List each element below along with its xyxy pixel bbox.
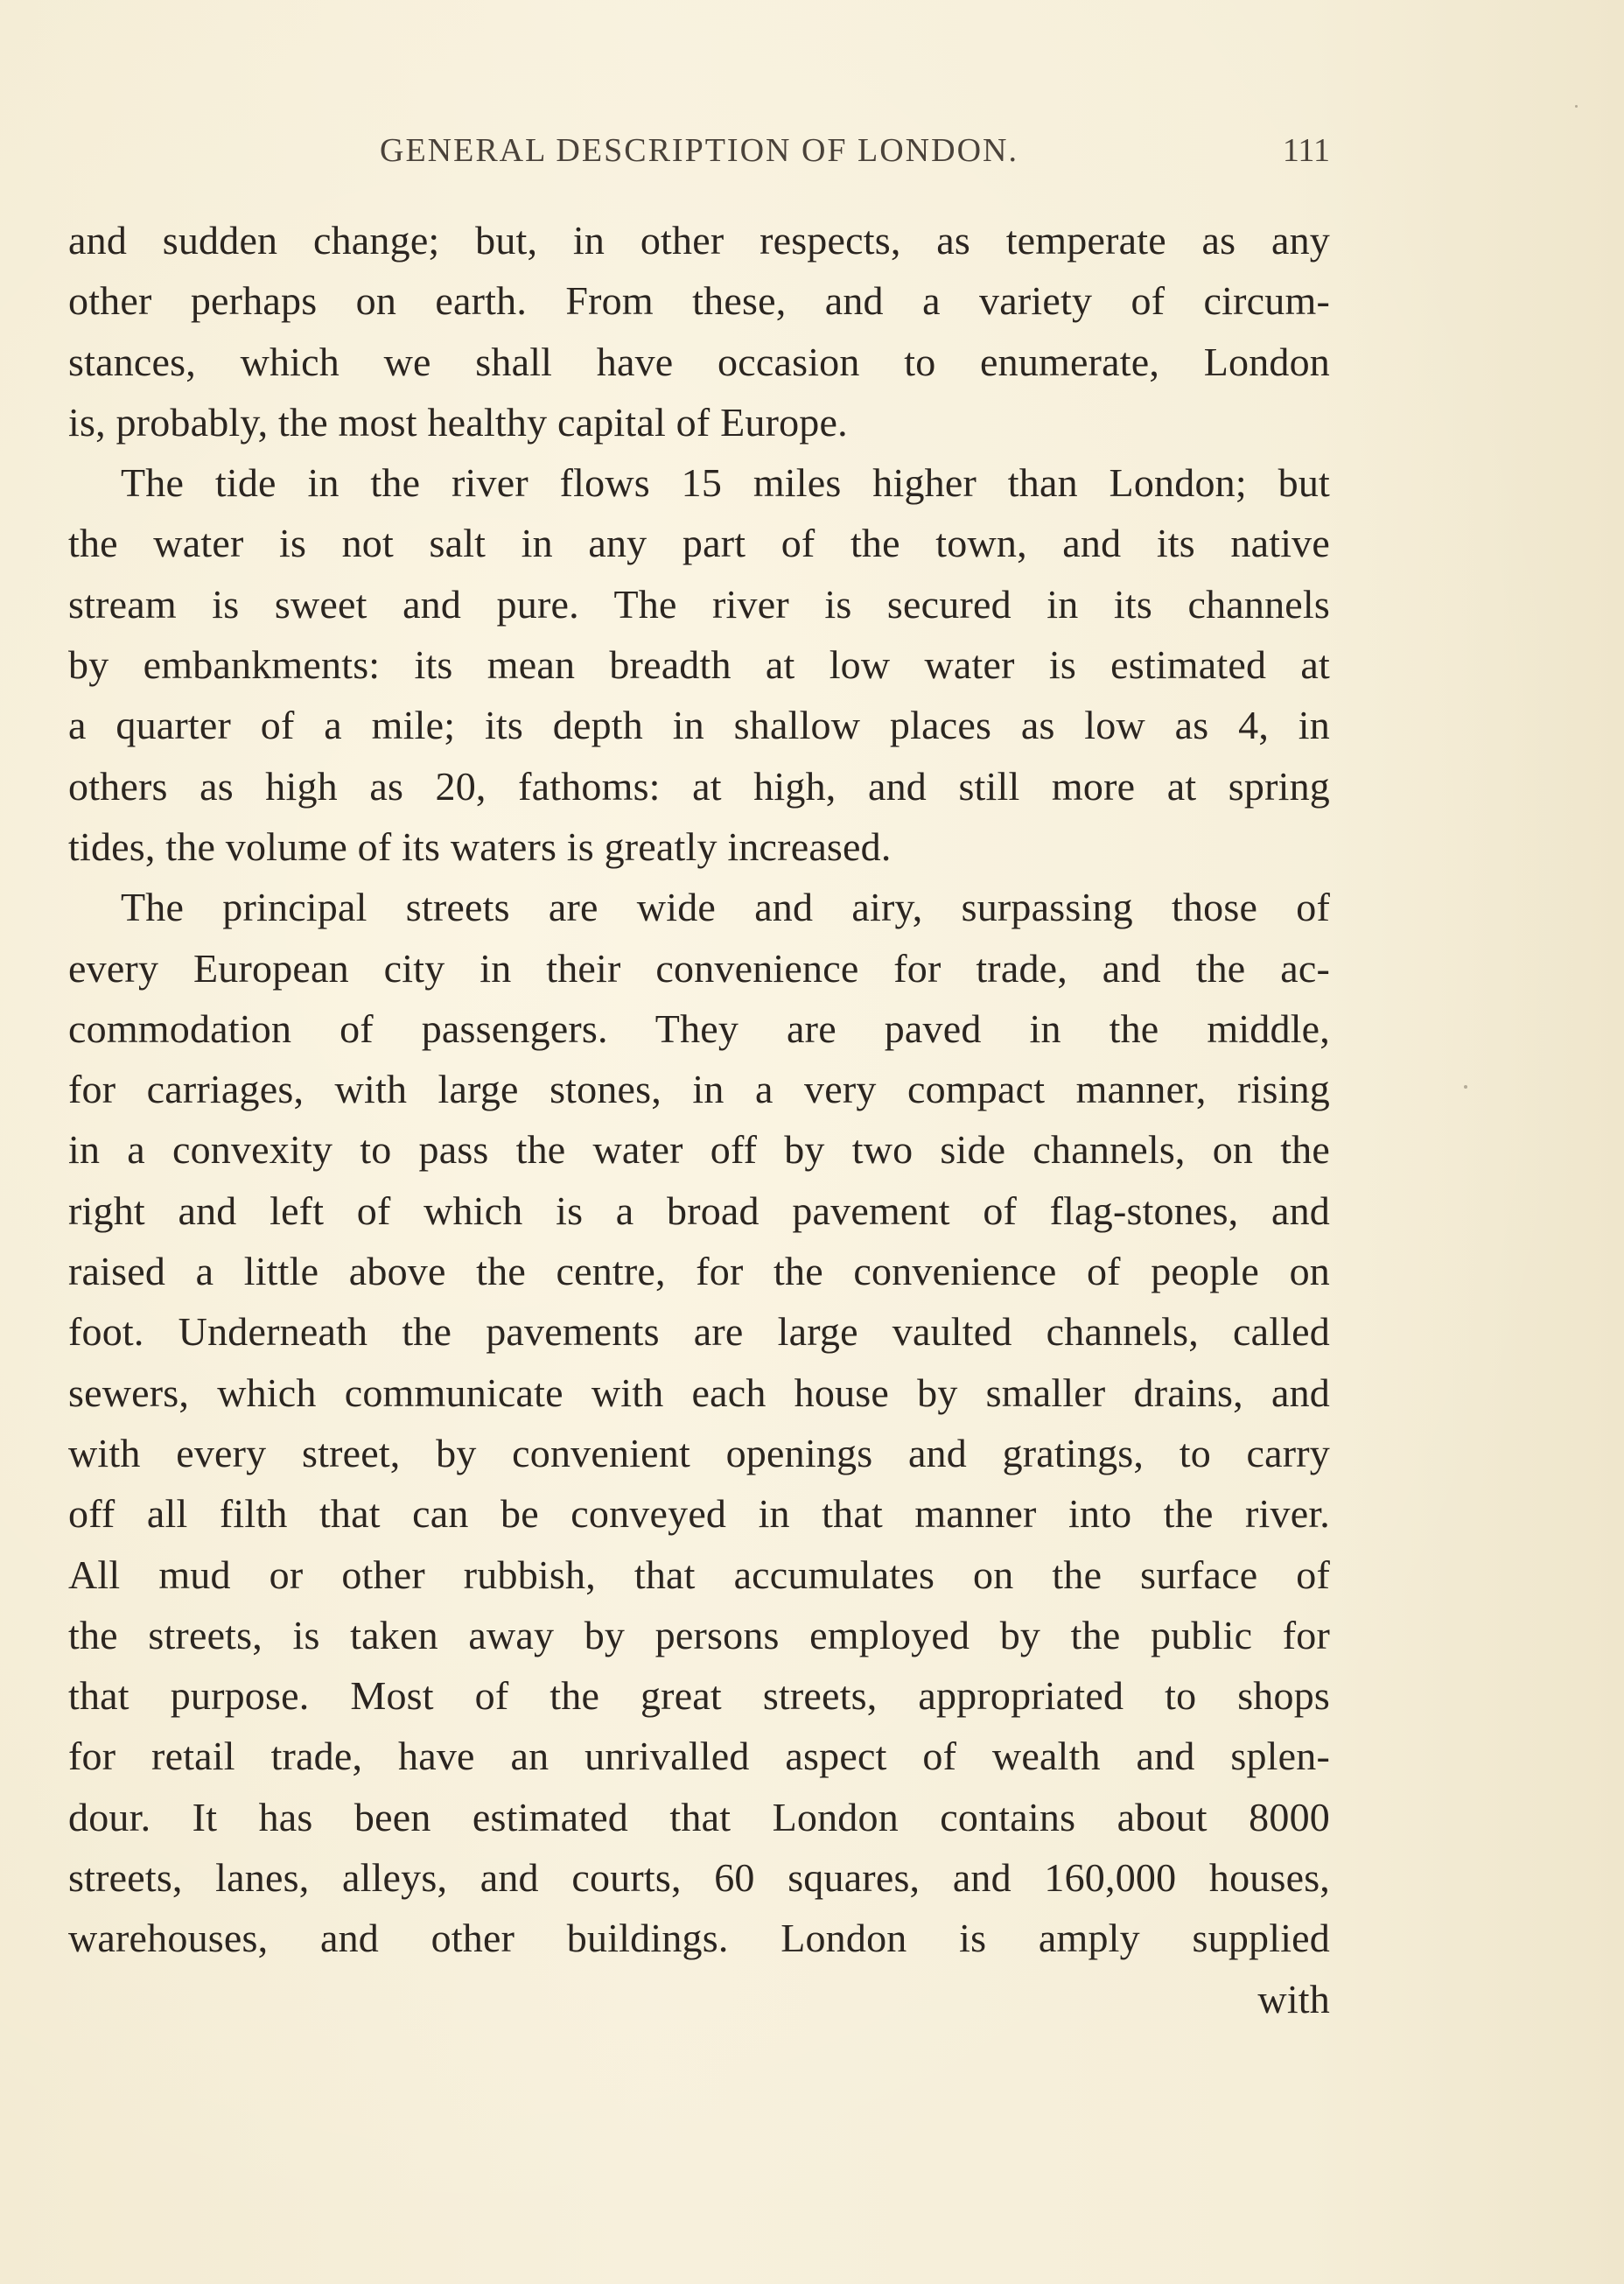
text-line: raised a little above the centre, for the convenience of people on (68, 1249, 1330, 1294)
catchword: with (1257, 1976, 1330, 2021)
text-line: by embankments: its mean breadth at low water is estimated at (68, 642, 1330, 688)
text-line: every European city in their convenience for trade, and the ac- (68, 945, 1330, 991)
running-title: GENERAL DESCRIPTION OF LONDON. (380, 132, 1018, 169)
text-line: that purpose. Most of the great streets, appropriated to shops (68, 1673, 1330, 1719)
text-line: dour. It has been estimated that London contains about 8000 (68, 1794, 1330, 1839)
text-line: others as high as 20, fathoms: at high, and still more at spring (68, 763, 1330, 809)
text-line: sewers, which communicate with each house by smaller drains, and (68, 1370, 1330, 1415)
text-line: for retail trade, have an unrivalled aspect of wealth and splen- (68, 1734, 1330, 1779)
text-line: stances, which we shall have occasion to enumerate, London (68, 339, 1330, 384)
text-line: the water is not salt in any part of the town, and its native (68, 521, 1330, 566)
text-line: the streets, is taken away by persons employed by the public for (68, 1612, 1330, 1657)
body-text (68, 210, 1330, 2029)
text-line: stream is sweet and pure. The river is secured in its channels (68, 581, 1330, 627)
text-line: The tide in the river flows 15 miles higher than London; but (121, 460, 1330, 506)
text-line: other perhaps on earth. From these, and a variety of circum- (68, 278, 1330, 324)
running-head (68, 131, 1330, 184)
text-line: in a convexity to pass the water off by two side channels, on the (68, 1127, 1330, 1173)
paper-speck (1464, 1085, 1467, 1089)
text-line: The principal streets are wide and airy, surpassing those of (121, 885, 1330, 930)
text-line: right and left of which is a broad pavement of flag-stones, and (68, 1188, 1330, 1233)
text-line: tides, the volume of its waters is greatly increased. (68, 823, 892, 869)
text-line: streets, lanes, alleys, and courts, 60 squares, and 160,000 houses, (68, 1855, 1330, 1901)
text-line: commodation of passengers. They are paved in the middle, (68, 1005, 1330, 1051)
text-line: with every street, by convenient openings and gratings, to carry (68, 1430, 1330, 1475)
text-line: All mud or other rubbish, that accumulates on the surface of (68, 1552, 1330, 1597)
text-line: foot. Underneath the pavements are large vaulted channels, called (68, 1309, 1330, 1355)
text-line: a quarter of a mile; its depth in shallow places as low as 4, in (68, 703, 1330, 748)
text-line: off all filth that can be conveyed in that manner into the river. (68, 1491, 1330, 1537)
text-line: and sudden change; but, in other respects, as temperate as any (68, 218, 1330, 263)
text-line: warehouses, and other buildings. London is amply supplied (68, 1916, 1330, 1961)
text-line: for carriages, with large stones, in a very compact manner, rising (68, 1067, 1330, 1112)
page-number: 111 (1282, 132, 1330, 169)
paper-speck (1575, 105, 1578, 108)
text-line: is, probably, the most healthy capital of Europe. (68, 399, 848, 445)
